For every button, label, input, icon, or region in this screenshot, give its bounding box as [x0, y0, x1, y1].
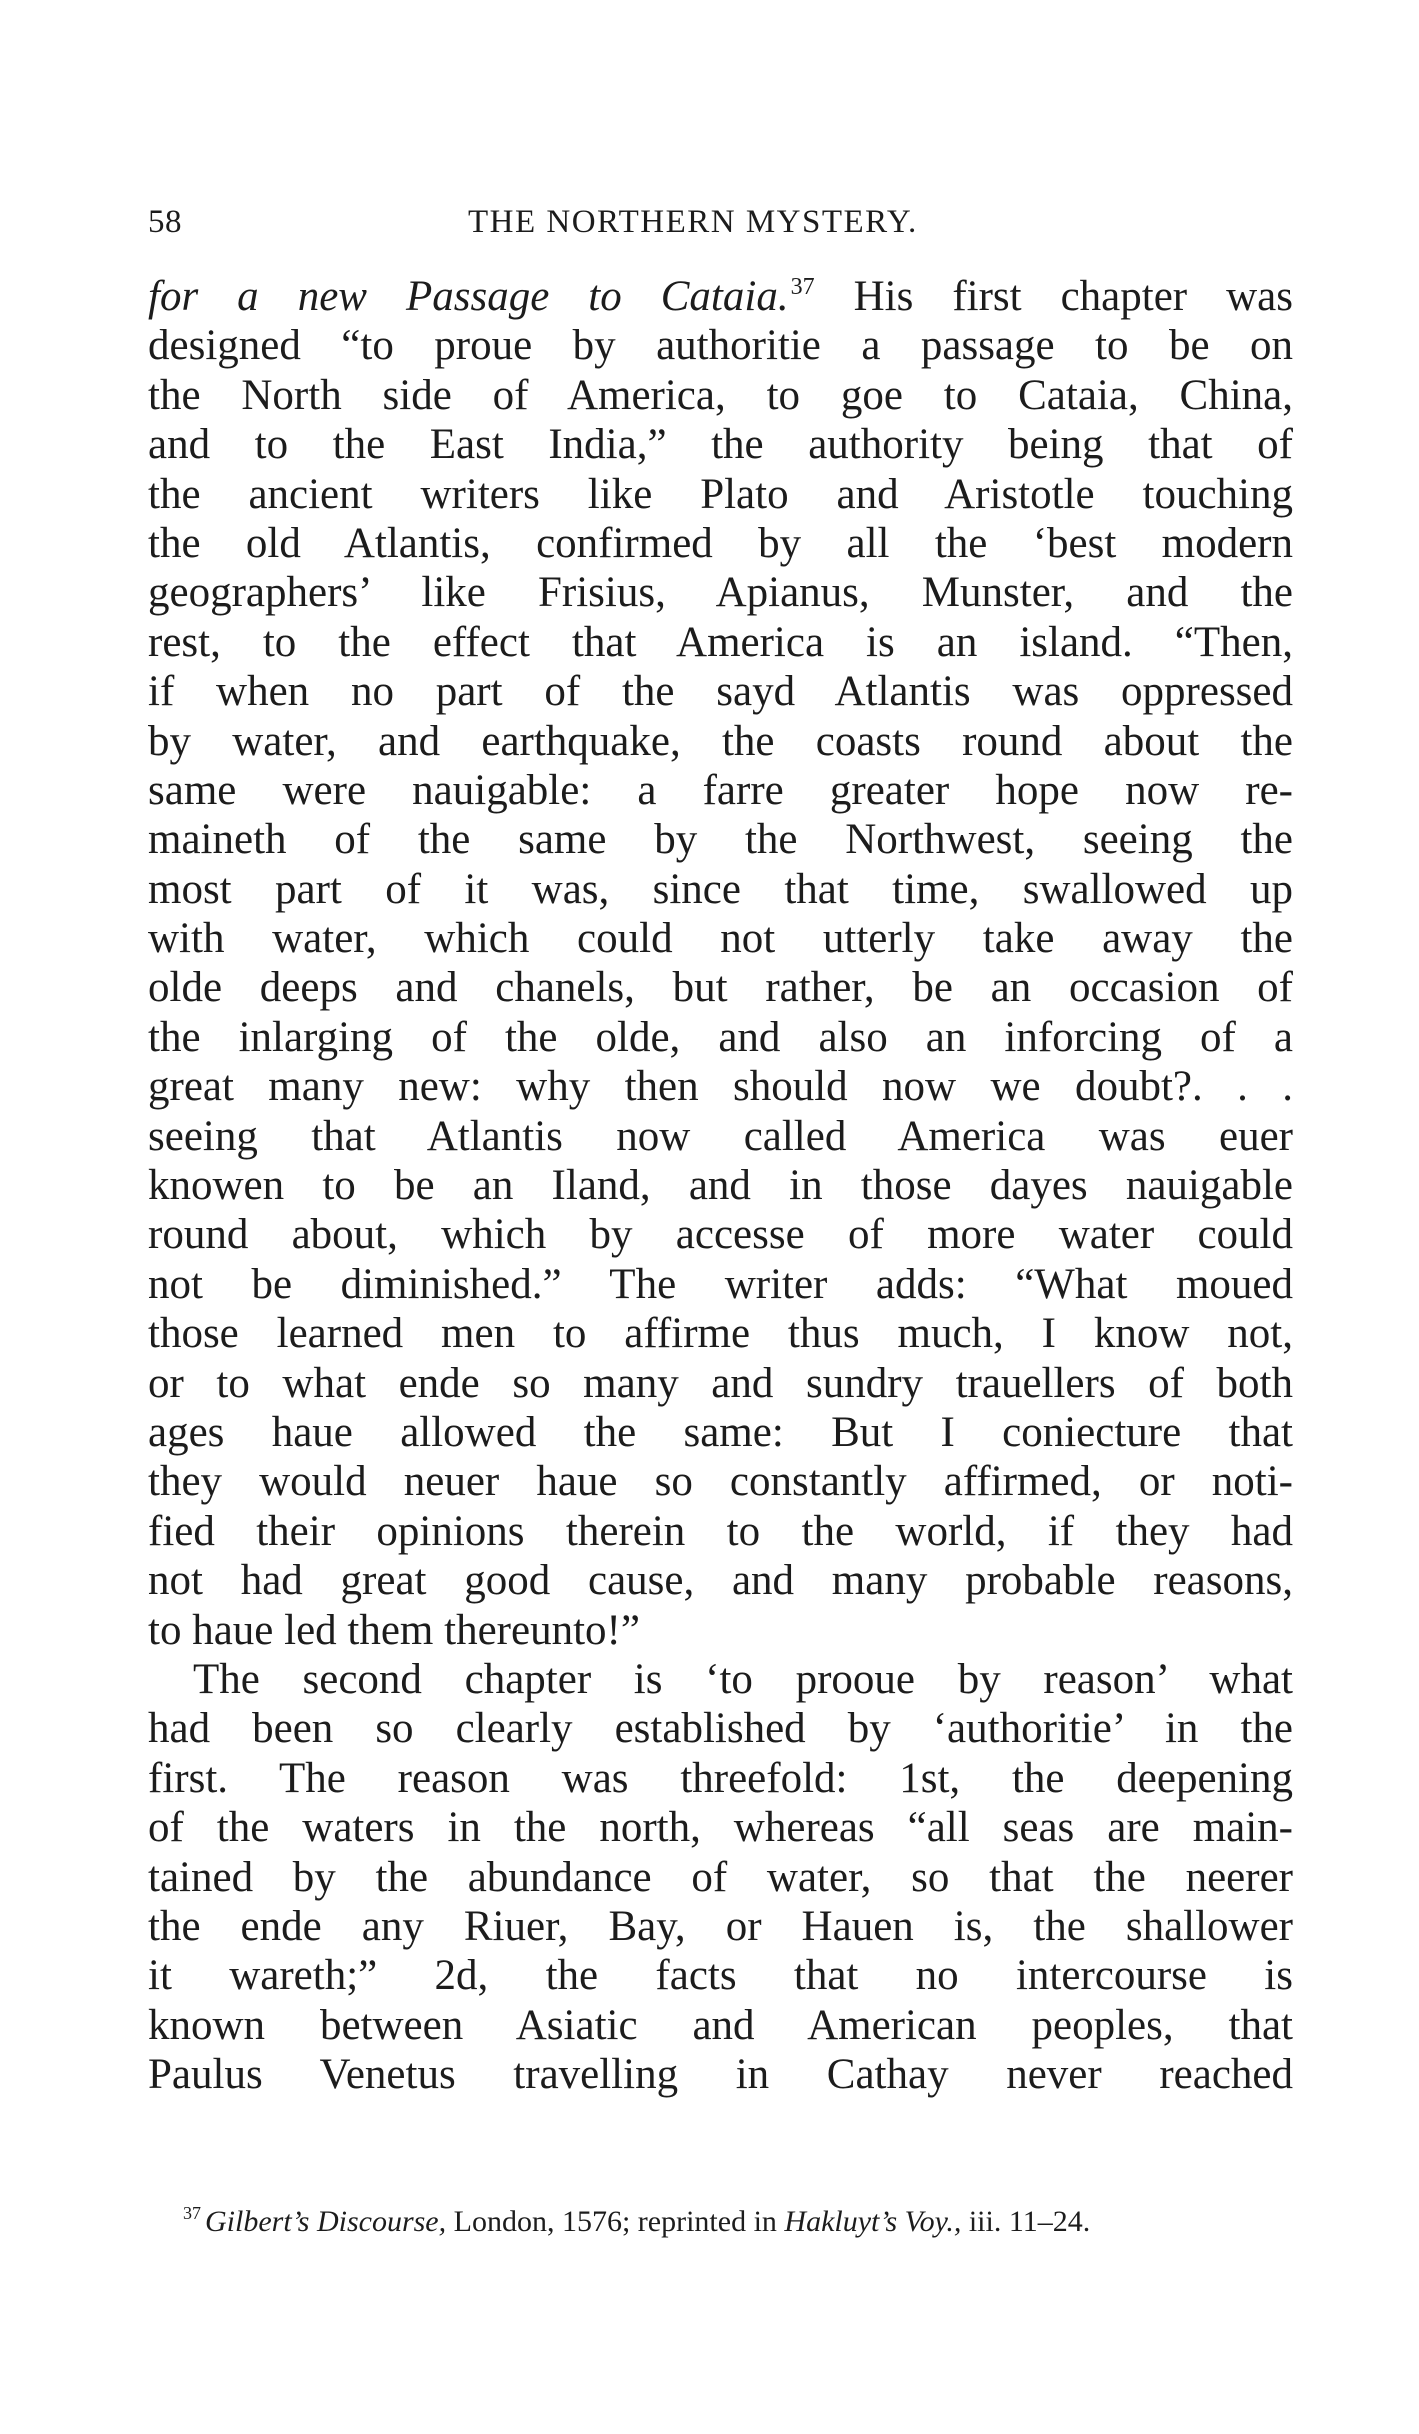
text-line: round about, which by accesse of more water could: [148, 1211, 1293, 1259]
text-line: or to what ende so many and sundry trauellers of both: [148, 1359, 1293, 1407]
text-line: ages haue allowed the same: But I coniecture that: [148, 1408, 1293, 1456]
footnote-number: 37: [183, 2203, 201, 2223]
footnote-title: Gilbert’s Discourse,: [205, 2205, 447, 2238]
running-head: [148, 198, 1293, 248]
text-line: not had great good cause, and many probable reasons,: [148, 1557, 1293, 1605]
page-number: 58: [148, 204, 182, 240]
text-line: those learned men to affirme thus much, I know not,: [148, 1310, 1293, 1358]
text-line: geographers’ like Frisius, Apianus, Munster, and the: [148, 569, 1293, 617]
text-line: and to the East India,” the authority being that of: [148, 421, 1293, 469]
text-line: not be diminished.” The writer adds: “What moued: [148, 1260, 1293, 1308]
text-line: the ende any Riuer, Bay, or Hauen is, the shallower: [148, 1902, 1293, 1950]
text-line: first. The reason was threefold: 1st, the deepening: [148, 1754, 1293, 1802]
text-line: seeing that Atlantis now called America was euer: [148, 1112, 1293, 1160]
text-line: designed “to proue by authoritie a passage to be on: [148, 322, 1293, 370]
text-line: olde deeps and chanels, but rather, be an occasion of: [148, 964, 1293, 1012]
text-line: the inlarging of the olde, and also an inforcing of a: [148, 1013, 1293, 1061]
text-line: they would neuer haue so constantly affirmed, or noti-: [148, 1458, 1293, 1506]
footnote-pages: iii. 11–24.: [961, 2205, 1091, 2238]
text-line: knowen to be an Iland, and in those dayes nauigable: [148, 1162, 1293, 1210]
body-text: [148, 272, 1293, 2099]
text-line: Paulus Venetus travelling in Cathay never reached: [148, 2051, 1293, 2099]
text-line: tained by the abundance of water, so that the neerer: [148, 1853, 1293, 1901]
text-line: of the waters in the north, whereas “all seas are main-: [148, 1804, 1293, 1852]
text-line: had been so clearly established by ‘authoritie’ in the: [148, 1705, 1293, 1753]
text-line: most part of it was, since that time, swallowed up: [148, 865, 1293, 913]
text-line: known between Asiatic and American peoples, that: [148, 2001, 1293, 2049]
text-line: by water, and earthquake, the coasts round about the: [148, 717, 1293, 765]
text-line: if when no part of the sayd Atlantis was oppressed: [148, 668, 1293, 716]
text-line: fied their opinions therein to the world, if they had: [148, 1507, 1293, 1555]
italic-title: for a new Passage to Cataia.: [148, 273, 789, 320]
footnote: [183, 2202, 1293, 2245]
text-line: great many new: why then should now we doubt?. . .: [148, 1063, 1293, 1111]
paragraph-end-line: to haue led them thereunto!”: [148, 1606, 640, 1654]
text-run: His first chapter was: [814, 273, 1293, 320]
text-line: it wareth;” 2d, the facts that no intercourse is: [148, 1952, 1293, 2000]
running-title: THE NORTHERN MYSTERY.: [468, 204, 918, 240]
text-line: with water, which could not utterly take away the: [148, 915, 1293, 963]
footnote-text: London, 1576; reprinted in: [446, 2205, 785, 2238]
text-line: [148, 272, 1293, 321]
text-line: same were nauigable: a farre greater hope now re-: [148, 766, 1293, 814]
text-line: the North side of America, to goe to Cataia, China,: [148, 371, 1293, 419]
footnote-reference: 37: [790, 274, 815, 300]
text-line: the ancient writers like Plato and Aristotle touching: [148, 470, 1293, 518]
text-line: maineth of the same by the Northwest, seeing the: [148, 816, 1293, 864]
text-line: rest, to the effect that America is an island. “Then,: [148, 618, 1293, 666]
paragraph-start-line: The second chapter is ‘to prooue by reason’ what: [193, 1655, 1293, 1703]
footnote-source: Hakluyt’s Voy.,: [784, 2205, 962, 2238]
text-line: the old Atlantis, confirmed by all the ‘best modern: [148, 519, 1293, 567]
